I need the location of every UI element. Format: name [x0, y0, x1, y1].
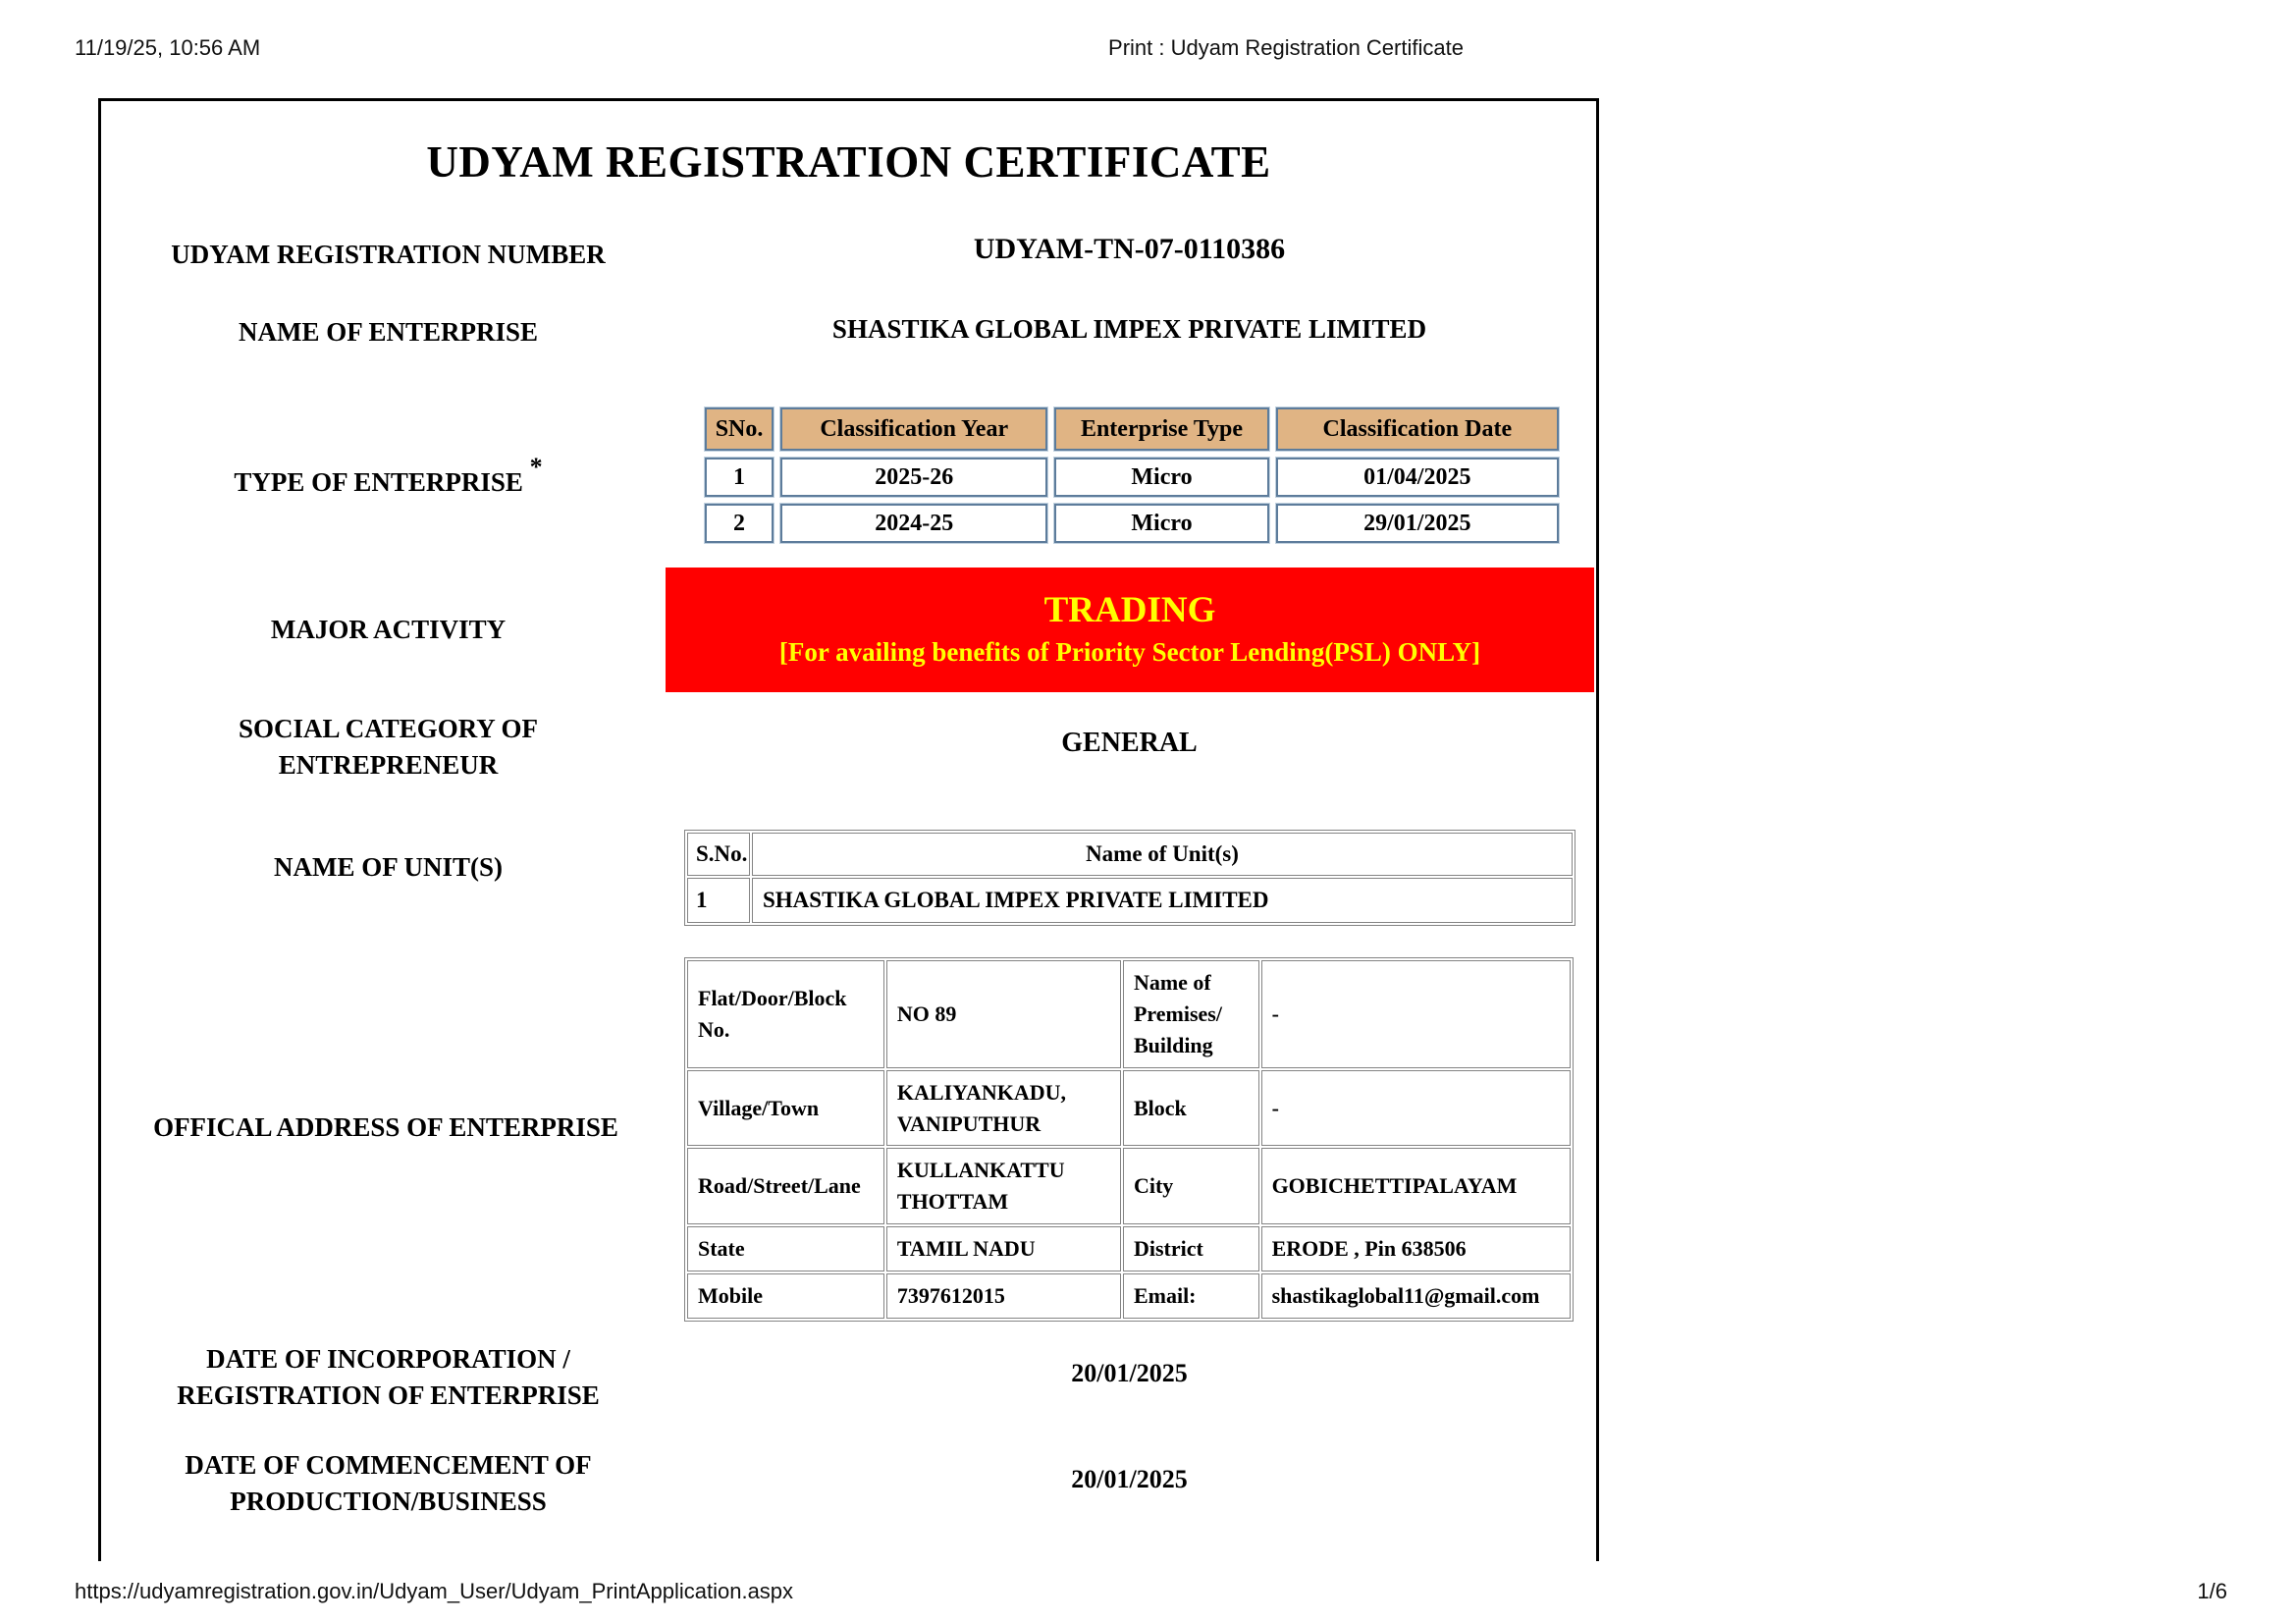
registration-number-label: UDYAM REGISTRATION NUMBER	[171, 240, 606, 269]
major-activity-label: MAJOR ACTIVITY	[270, 615, 507, 644]
addr-value-mobile: 7397612015	[886, 1273, 1121, 1319]
units-label: NAME OF UNIT(S)	[274, 852, 503, 882]
print-source-url: https://udyamregistration.gov.in/Udyam_User/Udyam_PrintApplication.aspx	[75, 1579, 794, 1603]
cell-unit-name: SHASTIKA GLOBAL IMPEX PRIVATE LIMITED	[752, 878, 1573, 923]
cell-sno: 1	[705, 458, 774, 497]
addr-label-flat: Flat/Door/Block No.	[687, 960, 884, 1068]
official-address-label: OFFICAL ADDRESS OF ENTERPRISE	[153, 1112, 618, 1142]
print-page-title: Print : Udyam Registration Certificate	[1108, 35, 1464, 60]
major-activity-note: [For availing benefits of Priority Sector Lending(PSL) ONLY]	[778, 637, 1481, 667]
addr-value-road: KULLANKATTU THOTTAM	[886, 1148, 1121, 1224]
addr-label-district: District	[1123, 1226, 1259, 1271]
addr-label-village: Village/Town	[687, 1070, 884, 1147]
address-row	[687, 1070, 1571, 1147]
addr-label-premises: Name of Premises/ Building	[1123, 960, 1259, 1068]
enterprise-name-label: NAME OF ENTERPRISE	[238, 317, 539, 347]
col-header-classification-year: Classification Year	[780, 407, 1047, 451]
enterprise-name-value: SHASTIKA GLOBAL IMPEX PRIVATE LIMITED	[831, 314, 1427, 344]
address-row	[687, 1273, 1571, 1319]
addr-label-email: Email:	[1123, 1273, 1259, 1319]
certificate-title: UDYAM REGISTRATION CERTIFICATE	[426, 137, 1271, 187]
addr-label-state: State	[687, 1226, 884, 1271]
social-category-label	[111, 711, 666, 784]
enterprise-type-row	[705, 504, 1559, 543]
units-row	[687, 878, 1573, 923]
print-page-indicator: 1/6	[2197, 1579, 2227, 1603]
commencement-date-label	[111, 1447, 666, 1520]
commencement-date-value: 20/01/2025	[1071, 1465, 1188, 1493]
cell-classification-date: 29/01/2025	[1276, 504, 1559, 543]
enterprise-type-header-row	[705, 407, 1559, 451]
addr-value-village: KALIYANKADU, VANIPUTHUR	[886, 1070, 1121, 1147]
social-category-label-line2: ENTREPRENEUR	[278, 750, 499, 780]
cell-classification-year: 2024-25	[780, 504, 1047, 543]
certificate-page	[98, 98, 1599, 1561]
social-category-label-line1: SOCIAL CATEGORY OF	[238, 714, 539, 743]
cell-enterprise-type: Micro	[1054, 504, 1268, 543]
type-of-enterprise-label	[111, 455, 666, 501]
incorporation-date-label	[111, 1341, 666, 1414]
official-address-table	[684, 957, 1574, 1322]
cell-unit-sno: 1	[687, 878, 750, 923]
units-table	[684, 830, 1575, 926]
type-of-enterprise-asterisk: *	[529, 453, 543, 481]
social-category-value: GENERAL	[1061, 728, 1198, 758]
major-activity-banner	[666, 568, 1594, 692]
addr-value-block: -	[1261, 1070, 1571, 1147]
col-header-enterprise-type: Enterprise Type	[1054, 407, 1268, 451]
addr-label-mobile: Mobile	[687, 1273, 884, 1319]
addr-value-state: TAMIL NADU	[886, 1226, 1121, 1271]
addr-label-road: Road/Street/Lane	[687, 1148, 884, 1224]
col-header-classification-date: Classification Date	[1276, 407, 1559, 451]
incorporation-date-label-line1: DATE OF INCORPORATION /	[206, 1344, 570, 1374]
cell-classification-date: 01/04/2025	[1276, 458, 1559, 497]
registration-number-value: UDYAM-TN-07-0110386	[973, 233, 1286, 265]
enterprise-type-table	[698, 401, 1566, 550]
address-row	[687, 960, 1571, 1068]
print-datetime: 11/19/25, 10:56 AM	[75, 35, 261, 60]
addr-value-email: shastikaglobal11@gmail.com	[1261, 1273, 1571, 1319]
addr-label-city: City	[1123, 1148, 1259, 1224]
major-activity-value: TRADING	[1043, 590, 1216, 630]
commencement-date-label-line2: PRODUCTION/BUSINESS	[230, 1487, 547, 1516]
col-header-unit-name: Name of Unit(s)	[752, 833, 1573, 876]
incorporation-date-value: 20/01/2025	[1071, 1359, 1188, 1387]
addr-label-block: Block	[1123, 1070, 1259, 1147]
col-header-sno: SNo.	[705, 407, 774, 451]
enterprise-type-row	[705, 458, 1559, 497]
incorporation-date-label-line2: REGISTRATION OF ENTERPRISE	[177, 1380, 600, 1410]
address-row	[687, 1148, 1571, 1224]
cell-sno: 2	[705, 504, 774, 543]
cell-enterprise-type: Micro	[1054, 458, 1268, 497]
units-header-row	[687, 833, 1573, 876]
addr-value-flat: NO 89	[886, 960, 1121, 1068]
col-header-sno: S.No.	[687, 833, 750, 876]
addr-value-premises: -	[1261, 960, 1571, 1068]
cell-classification-year: 2025-26	[780, 458, 1047, 497]
addr-value-district: ERODE , Pin 638506	[1261, 1226, 1571, 1271]
type-of-enterprise-label-text: TYPE OF ENTERPRISE	[234, 467, 523, 497]
address-row	[687, 1226, 1571, 1271]
addr-value-city: GOBICHETTIPALAYAM	[1261, 1148, 1571, 1224]
commencement-date-label-line1: DATE OF COMMENCEMENT OF	[185, 1450, 592, 1480]
